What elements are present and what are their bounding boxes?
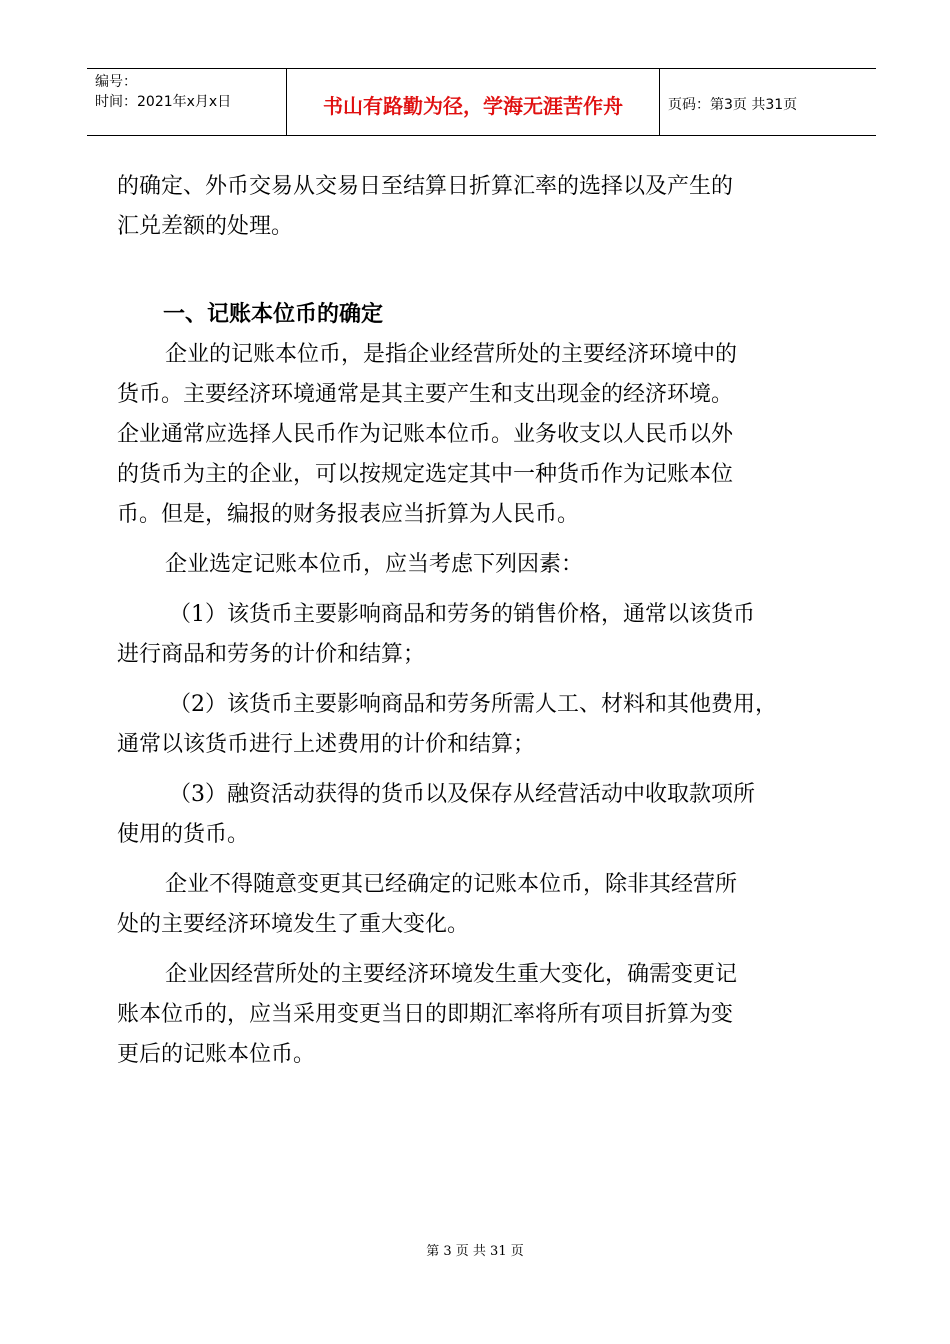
document-number-label: 编号： bbox=[95, 74, 137, 90]
list-item-3 bbox=[117, 775, 862, 855]
text-line: 使用的货币。 bbox=[117, 822, 250, 847]
document-body bbox=[117, 167, 862, 1075]
document-time: 时间：2021年x月x日 bbox=[95, 94, 232, 110]
text-line: 企业的记账本位币，是指企业经营所处的主要经济环境中的 bbox=[165, 342, 738, 367]
page-footer: 第 3 页 共 31 页 bbox=[426, 1244, 524, 1259]
text-line: 企业因经营所处的主要经济环境发生重大变化，确需变更记 bbox=[165, 962, 738, 987]
paragraph-4 bbox=[117, 955, 862, 1075]
text-line: 的货币为主的企业，可以按规定选定其中一种货币作为记账本位 bbox=[117, 462, 734, 487]
text-line: 更后的记账本位币。 bbox=[117, 1042, 316, 1067]
text-line: 币。但是，编报的财务报表应当折算为人民币。 bbox=[117, 502, 580, 527]
text-line: （1）该货币主要影响商品和劳务的销售价格，通常以该货币 bbox=[169, 602, 755, 627]
paragraph-1 bbox=[117, 335, 862, 535]
text-line: 处的主要经济环境发生了重大变化。 bbox=[117, 912, 470, 937]
header-motto: 书山有路勤为径，学海无涯苦作舟 bbox=[287, 69, 660, 135]
text-line: 进行商品和劳务的计价和结算； bbox=[117, 642, 426, 667]
text-line: 企业通常应选择人民币作为记账本位币。业务收支以人民币以外 bbox=[117, 422, 734, 447]
list-item-1 bbox=[117, 595, 862, 675]
text-line: 企业不得随意变更其已经确定的记账本位币，除非其经营所 bbox=[165, 872, 738, 897]
intro-paragraph bbox=[117, 167, 862, 247]
header-page-info: 页码：第3页 共31页 bbox=[668, 97, 798, 113]
text-line: 通常以该货币进行上述费用的计价和结算； bbox=[117, 732, 536, 757]
text-line: （2）该货币主要影响商品和劳务所需人工、材料和其他费用， bbox=[169, 692, 777, 717]
text-line: 的确定、外币交易从交易日至结算日折算汇率的选择以及产生的 bbox=[117, 174, 734, 199]
text-line: 货币。主要经济环境通常是其主要产生和支出现金的经济环境。 bbox=[117, 382, 734, 407]
list-item-2 bbox=[117, 685, 862, 765]
section-heading: 一、记账本位币的确定 bbox=[163, 302, 384, 327]
text-line: （3）融资活动获得的货币以及保存从经营活动中收取款项所 bbox=[169, 782, 755, 807]
text-line: 汇兑差额的处理。 bbox=[117, 214, 294, 239]
paragraph-3 bbox=[117, 865, 862, 945]
page-header bbox=[87, 68, 876, 136]
header-meta bbox=[87, 69, 287, 135]
text-line: 账本位币的，应当采用变更当日的即期汇率将所有项目折算为变 bbox=[117, 1002, 734, 1027]
paragraph-2: 企业选定记账本位币，应当考虑下列因素： bbox=[165, 552, 584, 577]
